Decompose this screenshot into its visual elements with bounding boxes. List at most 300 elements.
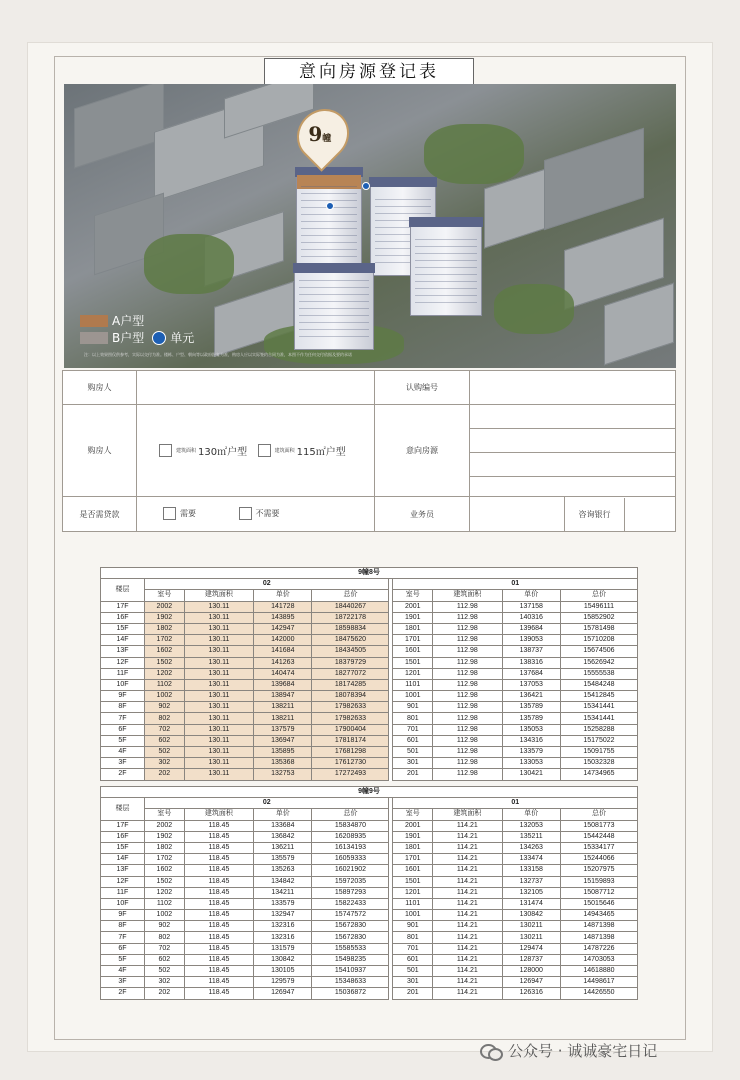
unit-02-cell: 202 (145, 988, 185, 999)
unit-02-cell: 15897293 (312, 887, 389, 898)
unit-02-cell: 16208935 (312, 831, 389, 842)
unit-01-cell: 1101 (393, 679, 433, 690)
unit-01-cell: 501 (393, 966, 433, 977)
unit-02-cell: 17900404 (312, 724, 389, 735)
floor-cell: 12F (101, 876, 145, 887)
unit-02-cell: 118.45 (184, 943, 253, 954)
unit-02-cell: 118.45 (184, 898, 253, 909)
unit-01-cell: 114.21 (433, 954, 502, 965)
floor-cell: 17F (101, 820, 145, 831)
bank-field[interactable] (625, 498, 675, 531)
table-row (101, 820, 638, 831)
unit-01-cell: 112.98 (433, 612, 502, 623)
unit-01-cell: 114.21 (433, 977, 502, 988)
floor-cell: 10F (101, 679, 145, 690)
column-header: 建筑面积 (184, 809, 253, 820)
column-header: 建筑面积 (184, 590, 253, 601)
watermark (480, 1040, 657, 1061)
unit-01-cell: 131474 (502, 898, 560, 909)
unit-01-cell: 201 (393, 769, 433, 780)
table-row (101, 601, 638, 612)
unit-02-cell: 136947 (254, 735, 312, 746)
unit-02-cell: 18434505 (312, 646, 389, 657)
unit-02-cell: 118.45 (184, 921, 253, 932)
unit-01-cell: 130421 (502, 769, 560, 780)
floor-cell: 11F (101, 887, 145, 898)
unit-02-cell: 18722178 (312, 612, 389, 623)
unit-02-cell: 15672830 (312, 932, 389, 943)
unit-01-cell: 14426550 (560, 988, 637, 999)
unit-02-cell: 202 (145, 769, 185, 780)
unit-02-cell: 1502 (145, 876, 185, 887)
unit-02-cell: 702 (145, 724, 185, 735)
unit-02-cell: 1102 (145, 898, 185, 909)
unit-01-cell: 15258288 (560, 724, 637, 735)
unit-01-cell: 128737 (502, 954, 560, 965)
floor-header: 楼层 (101, 798, 145, 820)
unit-01-cell: 114.21 (433, 943, 502, 954)
unit-01-cell: 2001 (393, 601, 433, 612)
table-row (101, 932, 638, 943)
column-header: 室号 (393, 809, 433, 820)
table-row (101, 910, 638, 921)
unit-02-cell: 18078394 (312, 691, 389, 702)
intended-unit-line-2[interactable] (470, 429, 676, 453)
unit-02-cell: 1902 (145, 612, 185, 623)
floor-header: 楼层 (101, 579, 145, 601)
unit-01-cell: 15341441 (560, 713, 637, 724)
unit-02-cell: 18174285 (312, 679, 389, 690)
floor-cell: 5F (101, 735, 145, 746)
legend-label-a: A户型 (112, 314, 145, 328)
unit-02-cell: 502 (145, 966, 185, 977)
unit-dot-icon (152, 331, 166, 345)
floor-cell: 15F (101, 842, 145, 853)
floor-cell: 4F (101, 966, 145, 977)
unit-02-cell: 130.11 (184, 657, 253, 668)
unit-02-cell: 134211 (254, 887, 312, 898)
table-row (101, 887, 638, 898)
unit-02-cell: 118.45 (184, 977, 253, 988)
table-row (101, 657, 638, 668)
table-row (101, 623, 638, 634)
unit-01-cell: 15032328 (560, 758, 637, 769)
unit-type-options (137, 405, 375, 497)
column-header: 总价 (312, 809, 389, 820)
unit-01-cell: 112.98 (433, 713, 502, 724)
floor-cell: 2F (101, 769, 145, 780)
unit-01-header: 01 (393, 798, 638, 809)
column-header: 室号 (145, 590, 185, 601)
unit-02-header: 02 (145, 579, 389, 590)
unit-01-cell: 114.21 (433, 910, 502, 921)
unit-01-cell: 114.21 (433, 988, 502, 999)
unit-01-cell: 701 (393, 724, 433, 735)
floor-cell: 7F (101, 713, 145, 724)
unit-01-cell: 15159893 (560, 876, 637, 887)
unit-01-cell: 133579 (502, 747, 560, 758)
unit-02-cell: 126947 (254, 988, 312, 999)
unit-02-cell: 2002 (145, 601, 185, 612)
unit-01-cell: 137158 (502, 601, 560, 612)
table-row (101, 668, 638, 679)
registration-form (62, 370, 676, 532)
unit-01-cell: 130842 (502, 910, 560, 921)
legend-swatch-a (80, 315, 108, 327)
column-header: 总价 (312, 590, 389, 601)
unit-01-cell: 114.21 (433, 831, 502, 842)
price-table-9 (100, 786, 638, 1000)
salesperson-field[interactable] (470, 497, 565, 532)
column-header: 总价 (560, 590, 637, 601)
unit-02-cell: 702 (145, 943, 185, 954)
unit-02-cell: 138211 (254, 702, 312, 713)
unit-01-cell: 1701 (393, 854, 433, 865)
unit-01-cell: 133053 (502, 758, 560, 769)
table-row (101, 898, 638, 909)
unit-01-cell: 137684 (502, 668, 560, 679)
unit-01-cell: 114.21 (433, 898, 502, 909)
unit-01-cell: 901 (393, 702, 433, 713)
option-115-label: 115㎡户型 (296, 446, 346, 458)
unit-01-cell: 15626942 (560, 657, 637, 668)
unit-01-cell: 901 (393, 921, 433, 932)
unit-02-cell: 143895 (254, 612, 312, 623)
table-row (101, 854, 638, 865)
floor-cell: 9F (101, 691, 145, 702)
unit-02-cell: 15672830 (312, 921, 389, 932)
unit-02-cell: 17818174 (312, 735, 389, 746)
unit-01-cell: 801 (393, 932, 433, 943)
unit-01-cell: 14498617 (560, 977, 637, 988)
intended-unit-line-3[interactable] (470, 453, 676, 477)
unit-02-cell: 302 (145, 977, 185, 988)
unit-01-cell: 15412845 (560, 691, 637, 702)
column-header: 建筑面积 (433, 809, 502, 820)
table-row (101, 842, 638, 853)
unit-01-cell: 15207975 (560, 865, 637, 876)
loan-no-checkbox[interactable] (239, 507, 252, 520)
table-title-row (101, 787, 638, 798)
unit-01-cell: 130211 (502, 932, 560, 943)
unit-01-cell: 14871398 (560, 921, 637, 932)
unit-02-cell: 130.11 (184, 601, 253, 612)
floor-cell: 10F (101, 898, 145, 909)
unit-02-cell: 17681298 (312, 747, 389, 758)
table-row (101, 724, 638, 735)
building-name: 9幢9号 (101, 787, 638, 798)
unit-02-cell: 15747572 (312, 910, 389, 921)
unit-01-cell: 136421 (502, 691, 560, 702)
unit-01-cell: 112.98 (433, 668, 502, 679)
unit-01-cell: 132105 (502, 887, 560, 898)
unit-01-cell: 15781498 (560, 623, 637, 634)
floor-cell: 12F (101, 657, 145, 668)
unit-02-cell: 136842 (254, 831, 312, 842)
unit-02-cell: 1002 (145, 910, 185, 921)
unit-02-cell: 15822433 (312, 898, 389, 909)
unit-01-cell: 135789 (502, 702, 560, 713)
unit-02-cell: 130.11 (184, 623, 253, 634)
unit-01-cell: 112.98 (433, 623, 502, 634)
loan-no-label: 不需要 (255, 508, 280, 518)
legend-label-unit: 单元 (170, 331, 195, 345)
unit-01-cell: 1901 (393, 831, 433, 842)
legend-swatch-b (80, 332, 108, 344)
unit-02-cell: 2002 (145, 820, 185, 831)
floor-cell: 9F (101, 910, 145, 921)
unit-01-cell: 137053 (502, 679, 560, 690)
intended-unit-line-1[interactable] (470, 405, 676, 429)
unit-01-cell: 114.21 (433, 887, 502, 898)
table-row (101, 713, 638, 724)
unit-02-header: 02 (145, 798, 389, 809)
unit-01-cell: 112.98 (433, 758, 502, 769)
intended-unit-label: 意向房源 (375, 405, 470, 497)
floor-cell: 3F (101, 758, 145, 769)
unit-01-cell: 129474 (502, 943, 560, 954)
unit-02-cell: 16134193 (312, 842, 389, 853)
unit-02-cell: 1502 (145, 657, 185, 668)
column-header: 总价 (560, 809, 637, 820)
unit-01-cell: 132053 (502, 820, 560, 831)
unit-02-cell: 118.45 (184, 820, 253, 831)
unit-01-cell: 15091755 (560, 747, 637, 758)
unit-01-cell: 14871398 (560, 932, 637, 943)
unit-01-cell: 15674506 (560, 646, 637, 657)
table-row (101, 735, 638, 746)
unit-02-cell: 138211 (254, 713, 312, 724)
buyer-field[interactable] (137, 371, 375, 405)
unit-01-cell: 114.21 (433, 865, 502, 876)
unit-01-cell: 15341441 (560, 702, 637, 713)
unit-02-cell: 129579 (254, 977, 312, 988)
unit-02-cell: 130.11 (184, 635, 253, 646)
unit-02-cell: 802 (145, 932, 185, 943)
unit-01-cell: 112.98 (433, 724, 502, 735)
unit-01-cell: 15555538 (560, 668, 637, 679)
floor-cell: 13F (101, 646, 145, 657)
unit-02-cell: 130.11 (184, 769, 253, 780)
legend (80, 312, 194, 346)
price-table-8 (100, 567, 638, 781)
unit-02-cell: 134842 (254, 876, 312, 887)
unit-01-cell: 15175022 (560, 735, 637, 746)
unit-01-cell: 112.98 (433, 601, 502, 612)
unit-01-cell: 112.98 (433, 646, 502, 657)
unit-01-cell: 128000 (502, 966, 560, 977)
unit-01-cell: 132737 (502, 876, 560, 887)
unit-01-cell: 112.98 (433, 769, 502, 780)
unit-01-header: 01 (393, 579, 638, 590)
unit-01-cell: 301 (393, 977, 433, 988)
unit-02-cell: 132753 (254, 769, 312, 780)
unit-02-cell: 802 (145, 713, 185, 724)
unit-02-cell: 602 (145, 954, 185, 965)
table-row (101, 702, 638, 713)
unit-02-cell: 1002 (145, 691, 185, 702)
image-caption: 注：以上效果图仅供参考，实际以交付为准。楼栋、户型、朝向等以政府批复为准，购房人应以实际签约合同为准，本图不作为任何交付依据及要约承诺 (84, 352, 352, 357)
unit-02-cell: 15585533 (312, 943, 389, 954)
unit-02-cell: 130.11 (184, 691, 253, 702)
unit-01-cell: 14618880 (560, 966, 637, 977)
unit-02-cell: 16059333 (312, 854, 389, 865)
unit-header-row (101, 798, 638, 809)
floor-cell: 7F (101, 932, 145, 943)
unit-02-cell: 15036872 (312, 988, 389, 999)
floor-cell: 14F (101, 635, 145, 646)
column-header: 室号 (393, 590, 433, 601)
floor-cell: 14F (101, 854, 145, 865)
unit-01-cell: 114.21 (433, 966, 502, 977)
table-row (101, 876, 638, 887)
unit-01-cell: 138737 (502, 646, 560, 657)
table-row (101, 966, 638, 977)
option-115[interactable] (258, 443, 346, 458)
floor-cell: 16F (101, 831, 145, 842)
building-name: 9幢8号 (101, 568, 638, 579)
unit-01-cell: 15334177 (560, 842, 637, 853)
unit-header-row (101, 579, 638, 590)
unit-02-cell: 15498235 (312, 954, 389, 965)
table-row (101, 758, 638, 769)
unit-01-cell: 1001 (393, 910, 433, 921)
unit-02-cell: 130.11 (184, 612, 253, 623)
table-row (101, 612, 638, 623)
unit-02-cell: 18440267 (312, 601, 389, 612)
unit-01-cell: 140316 (502, 612, 560, 623)
unit-02-cell: 118.45 (184, 842, 253, 853)
unit-01-cell: 15710208 (560, 635, 637, 646)
unit-01-cell: 201 (393, 988, 433, 999)
building-number: 9 (308, 121, 323, 146)
unit-02-cell: 130842 (254, 954, 312, 965)
option-130-prefix: 建筑面积 (176, 447, 197, 454)
floor-cell: 11F (101, 668, 145, 679)
floor-cell: 5F (101, 954, 145, 965)
unit-01-cell: 114.21 (433, 854, 502, 865)
bank-label: 咨询银行 (565, 498, 625, 531)
unit-01-cell: 14787226 (560, 943, 637, 954)
intended-unit-line-4[interactable] (470, 477, 676, 497)
checkbox-115[interactable] (258, 444, 271, 457)
unit-02-cell: 16021902 (312, 865, 389, 876)
unit-01-cell: 1201 (393, 887, 433, 898)
unit-02-cell: 118.45 (184, 988, 253, 999)
unit-02-cell: 1802 (145, 842, 185, 853)
option-130-label: 130㎡户型 (198, 446, 248, 458)
unit-01-cell: 801 (393, 713, 433, 724)
loan-yes-checkbox[interactable] (163, 507, 176, 520)
unit-02-cell: 136211 (254, 842, 312, 853)
watermark-text: 公众号 · 诚诚豪宅日记 (508, 1042, 658, 1060)
subscription-no-label: 认购编号 (375, 371, 470, 405)
unit-02-cell: 118.45 (184, 854, 253, 865)
checkbox-130[interactable] (159, 444, 172, 457)
unit-02-cell: 15834870 (312, 820, 389, 831)
unit-02-cell: 138947 (254, 691, 312, 702)
loan-label: 是否需贷款 (63, 497, 137, 532)
unit-02-cell: 118.45 (184, 831, 253, 842)
unit-02-cell: 139684 (254, 679, 312, 690)
unit-02-cell: 15972035 (312, 876, 389, 887)
loan-options (137, 497, 375, 532)
unit-02-cell: 130.11 (184, 646, 253, 657)
unit-02-cell: 1202 (145, 668, 185, 679)
table-row (101, 831, 638, 842)
unit-02-cell: 17982633 (312, 713, 389, 724)
unit-02-cell: 902 (145, 921, 185, 932)
unit-01-cell: 301 (393, 758, 433, 769)
legend-label-b: B户型 (112, 331, 145, 345)
unit-01-cell: 15244066 (560, 854, 637, 865)
column-header-row (101, 590, 638, 601)
unit-02-cell: 130.11 (184, 713, 253, 724)
floor-cell: 6F (101, 943, 145, 954)
unit-02-cell: 1702 (145, 854, 185, 865)
floor-cell: 8F (101, 921, 145, 932)
option-130[interactable] (159, 443, 247, 458)
unit-01-cell: 126316 (502, 988, 560, 999)
unit-02-cell: 130.11 (184, 735, 253, 746)
subscription-no-field[interactable] (470, 371, 676, 405)
column-header: 室号 (145, 809, 185, 820)
unit-02-cell: 18475620 (312, 635, 389, 646)
legend-item-b (80, 329, 194, 346)
unit-02-cell: 130.11 (184, 679, 253, 690)
unit-02-cell: 17982633 (312, 702, 389, 713)
unit-01-cell: 1801 (393, 623, 433, 634)
unit-01-cell: 15081773 (560, 820, 637, 831)
loan-yes-option[interactable] (163, 507, 196, 520)
floor-cell: 4F (101, 747, 145, 758)
unit-01-cell: 601 (393, 735, 433, 746)
unit-02-cell: 1702 (145, 635, 185, 646)
unit-01-cell: 1201 (393, 668, 433, 679)
unit-02-cell: 135368 (254, 758, 312, 769)
unit-02-cell: 118.45 (184, 887, 253, 898)
unit-01-cell: 138316 (502, 657, 560, 668)
unit-02-cell: 18379729 (312, 657, 389, 668)
unit-02-cell: 15348633 (312, 977, 389, 988)
unit-01-cell: 1601 (393, 646, 433, 657)
unit-01-cell: 15484248 (560, 679, 637, 690)
wechat-icon (480, 1042, 502, 1060)
unit-01-cell: 1501 (393, 876, 433, 887)
unit-01-cell: 601 (393, 954, 433, 965)
table-title-row (101, 568, 638, 579)
unit-01-cell: 15852902 (560, 612, 637, 623)
unit-01-cell: 1801 (393, 842, 433, 853)
unit-02-cell: 132316 (254, 921, 312, 932)
unit-01-cell: 112.98 (433, 657, 502, 668)
unit-02-cell: 135263 (254, 865, 312, 876)
unit-02-cell: 135579 (254, 854, 312, 865)
buyer-label: 购房人 (63, 371, 137, 405)
unit-02-cell: 18598834 (312, 623, 389, 634)
unit-02-cell: 1102 (145, 679, 185, 690)
unit-01-cell: 135053 (502, 724, 560, 735)
option-115-prefix: 建筑面积 (274, 447, 295, 454)
page-title: 意向房源登记表 (264, 58, 474, 86)
unit-02-cell: 135895 (254, 747, 312, 758)
unit-02-cell: 130.11 (184, 702, 253, 713)
column-header: 单价 (502, 590, 560, 601)
loan-no-option[interactable] (239, 507, 280, 520)
table-row (101, 954, 638, 965)
unit-01-cell: 112.98 (433, 702, 502, 713)
unit-02-cell: 141263 (254, 657, 312, 668)
